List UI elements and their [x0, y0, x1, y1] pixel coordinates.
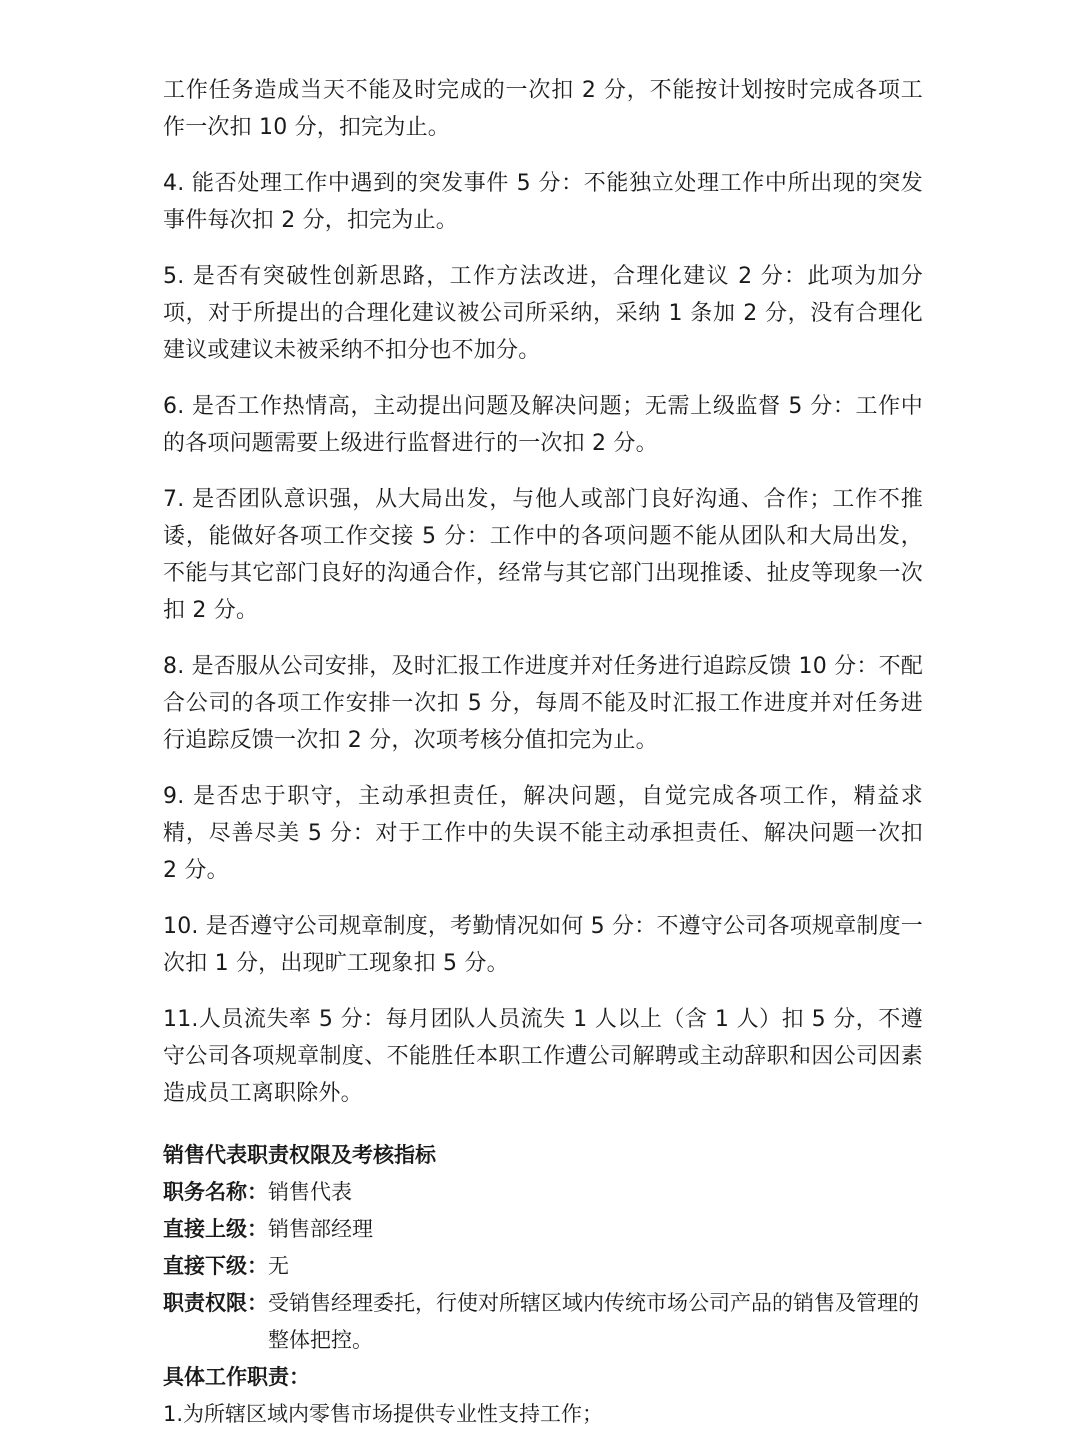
field-value: 销售部经理 — [268, 1217, 373, 1241]
field-label: 直接下级： — [163, 1254, 268, 1278]
paragraph-item-10: 10. 是否遵守公司规章制度，考勤情况如何 5 分：不遵守公司各项规章制度一次扣 1 分，出现旷工现象扣 5 分。 — [163, 914, 923, 976]
field-direct-subordinate — [163, 1248, 923, 1285]
paragraph-item-7: 7. 是否团队意识强，从大局出发，与他人或部门良好沟通、合作；工作不推诿，能做好各项工作交接 5 分：工作中的各项问题不能从团队和大局出发，不能与其它部门良好的沟通合作，经常与其它部门出现推诿、扯皮等现象一次扣 2 分。 — [163, 487, 923, 623]
field-job-title — [163, 1174, 923, 1211]
field-label: 直接上级： — [163, 1217, 268, 1241]
field-value: 销售代表 — [268, 1180, 352, 1204]
paragraph-item-6: 6. 是否工作热情高，主动提出问题及解决问题；无需上级监督 5 分：工作中的各项问题需要上级进行监督进行的一次扣 2 分。 — [163, 394, 923, 456]
field-direct-superior — [163, 1211, 923, 1248]
paragraph-item-9: 9. 是否忠于职守，主动承担责任，解决问题，自觉完成各项工作，精益求精，尽善尽美 5 分：对于工作中的失误不能主动承担责任、解决问题一次扣 2 分。 — [163, 784, 923, 883]
field-label: 职责权限： — [163, 1291, 268, 1315]
field-label: 职务名称： — [163, 1180, 268, 1204]
paragraph-item-4: 4. 能否处理工作中遇到的突发事件 5 分：不能独立处理工作中所出现的突发事件每次扣 2 分，扣完为止。 — [163, 171, 923, 233]
paragraph-item-5: 5. 是否有突破性创新思路，工作方法改进，合理化建议 2 分：此项为加分项，对于所提出的合理化建议被公司所采纳，采纳 1 条加 2 分，没有合理化建议或建议未被采纳不扣分也不加分。 — [163, 264, 923, 363]
paragraph-item-8: 8. 是否服从公司安排，及时汇报工作进度并对任务进行追踪反馈 10 分：不配合公司的各项工作安排一次扣 5 分，每周不能及时汇报工作进度并对任务进行追踪反馈一次扣 2 分，次项考核分值扣完为止。 — [163, 654, 923, 753]
paragraph-continuation: 工作任务造成当天不能及时完成的一次扣 2 分，不能按计划按时完成各项工作一次扣 10 分，扣完为止。 — [163, 78, 923, 140]
paragraph-item-11: 11.人员流失率 5 分：每月团队人员流失 1 人以上（含 1 人）扣 5 分，不遵守公司各项规章制度、不能胜任本职工作遭公司解聘或主动辞职和因公司因素造成员工离职除外。 — [163, 1007, 923, 1106]
field-responsibility — [163, 1285, 923, 1359]
document-content — [163, 72, 923, 1433]
field-value: 受销售经理委托，行使对所辖区域内传统市场公司产品的销售及管理的整体把控。 — [268, 1291, 919, 1352]
duties-heading: 具体工作职责： — [163, 1365, 310, 1389]
field-value: 无 — [268, 1254, 289, 1278]
duty-item: 1.为所辖区域内零售市场提供专业性支持工作； — [163, 1402, 604, 1426]
section-title: 销售代表职责权限及考核指标 — [163, 1143, 436, 1167]
